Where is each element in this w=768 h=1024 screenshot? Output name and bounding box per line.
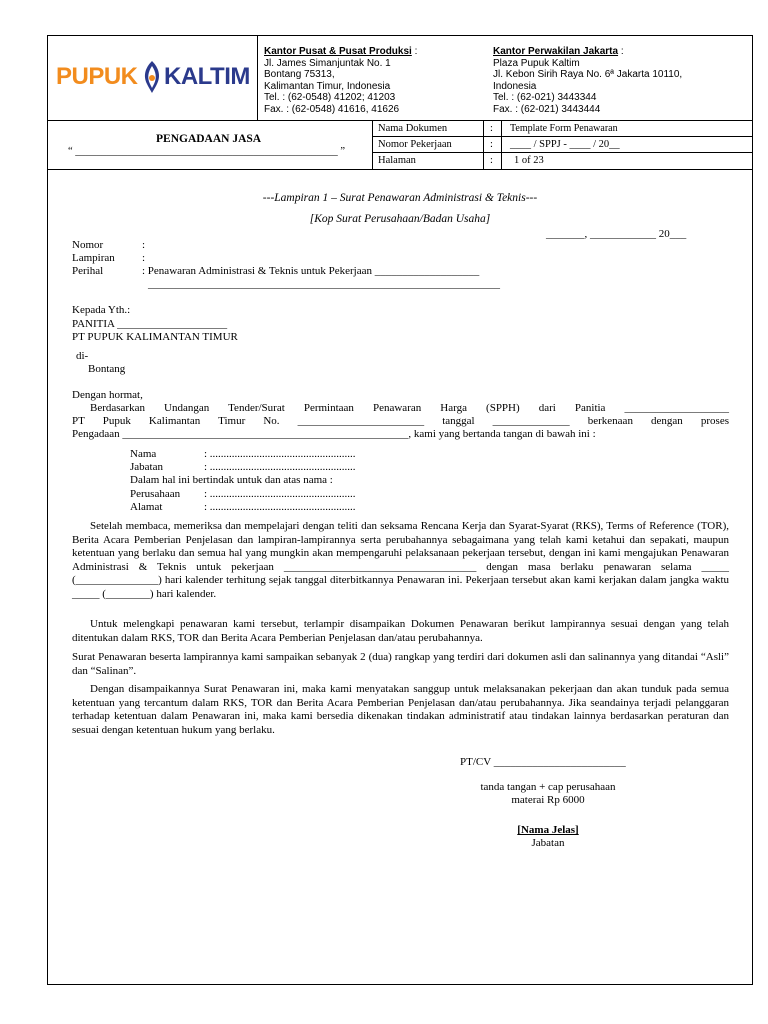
greeting: Dengan hormat, [72,389,143,401]
paragraph-2-text: Untuk melengkapi penawaran kami tersebut, terlampir disampaikan Dokumen Penawaran berikut lampirannya sesuai dengan yang telah ditentukan dalam RKS, TOR dan Berita Acara Pemberian Penjelasan dan/atau perubahannya. [72,618,729,644]
field-value-jabatan: : ..................................................... [204,461,356,473]
paragraph-3-text: Surat Penawaran beserta lampirannya kami sampaikan sebanyak 2 (dua) rangkap yang terdiri dari dokumen asli dan salinannya yang ditandai “Asli” dan “Salinan”. [72,651,729,677]
signature-name: [Nama Jelas] [517,824,579,836]
header-divider-logo [257,36,258,120]
office-main-line: Jl. James Simanjuntak No. 1 [264,57,391,69]
recipient-line: PANITIA ____________________ [72,318,228,330]
letterhead-note: [Kop Surat Perusahaan/Badan Usaha] [309,213,491,225]
header-divider-horizontal [48,120,752,121]
office-jakarta-title: Kantor Perwakilan Jakarta [493,46,619,57]
lampiran-label: Lampiran [72,252,115,264]
paragraph-1-text: Setelah membaca, memeriksa dan mempelajari dengan teliti dan seksama Rencana Kerja dan Syarat-Syarat (RKS), Terms of Reference (TOR), Berita Acara Pemberian Penjelasan dan lampiran-lampirannya serta perubahannya sebagaimana yang telah kami ketahui dan sepakati, maupun ketentuan yang berlaku dan semua hal yang mungkin akan mempengaruhi pelaksanaan pekerjaan tersebut, dengan ini kami mengajukan Penawaran Administrasi & Teknis untuk pekerjaan ___________________________________ dengan masa berlaku penawaran selama _____ (_______________) hari kalender terhitung sejak tanggal diterbitkannya Penawaran ini. Pekerjaan tersebut akan kami kerjakan dalam jangka waktu _____ (________) hari kalender. [72,520,729,600]
office-main-block [264,46,417,115]
intro-line [72,415,729,429]
company-logo [56,60,252,100]
paragraph-1 [72,520,729,601]
office-jakarta-line: Jl. Kebon Sirih Raya No. 6ª Jakarta 10110, [493,69,683,80]
procurement-title: PENGADAAN JASA [156,133,262,145]
intro-line: Pengadaan ____________________________________________________, kami yang bertanda tangan di bawah ini : [72,428,596,440]
paragraph-3 [72,651,729,678]
meta-label-page: Halaman [378,155,416,166]
meta-value-job-number: ____ / SPPJ - ____ / 20__ [510,139,620,150]
office-jakarta-colon: : [620,46,624,57]
nomor-colon: : [142,239,146,251]
recipient-line: Kepada Yth.: [72,304,131,316]
field-value-alamat: : ..................................................... [204,501,356,513]
paragraph-4 [72,683,729,737]
office-main-line: Fax. : (62-0548) 41616, 41626 [264,103,400,115]
meta-row-divider-2 [372,152,752,153]
date-line: _______, ____________ 20___ [546,228,687,240]
meta-divider-sep [501,120,502,169]
office-main-line: Kalimantan Timur, Indonesia [264,80,391,92]
field-label-perusahaan: Perusahaan [130,488,181,500]
meta-row-divider-1 [372,136,752,137]
field-value-perusahaan: : ..................................................... [204,488,356,500]
office-main-line: Tel. : (62-0548) 41202; 41203 [264,92,396,103]
recipient-line: di- [76,350,89,362]
intro-line-2: PT Pupuk Kalimantan Timur No. _______________________ tanggal ______________ berkenaan dengan proses [72,415,729,427]
logo-text-kaltim: KALTIM [164,63,250,90]
office-main-colon: : [414,46,418,57]
perihal-value: : Penawaran Administrasi & Teknis untuk Pekerjaan ___________________ [142,265,480,277]
lampiran-colon: : [142,252,146,264]
meta-divider-label [483,120,484,169]
meta-value-page: 1 of 23 [514,155,544,166]
office-jakarta-line: Tel. : (62-021) 3443344 [493,92,597,103]
pupuk-kaltim-emblem-icon [141,60,163,94]
logo-text-pupuk: PUPUK [56,63,138,90]
field-value-nama: : ..................................................... [204,448,356,460]
recipient-line: PT PUPUK KALIMANTAN TIMUR [72,331,238,343]
field-label-nama: Nama [130,448,157,460]
perihal-label: Perihal [72,265,104,277]
signature-sign-note: tanda tangan + cap perusahaan [480,781,616,793]
office-jakarta-block [493,46,682,115]
office-main-line: Bontang 75313, [264,69,335,80]
field-label-on-behalf: Dalam hal ini bertindak untuk dan atas nama : [130,474,333,486]
meta-sep: : [490,155,493,166]
field-label-jabatan: Jabatan [130,461,163,473]
paragraph-2 [72,618,729,645]
meta-label-job-number: Nomor Pekerjaan [378,139,452,150]
header-bottom-border [48,169,752,170]
intro-line-1: Berdasarkan Undangan Tender/Surat Permintaan Penawaran Harga (SPPH) dari Panitia ___________________ [90,402,729,414]
intro-line [72,402,729,416]
signature-position: Jabatan [531,837,565,849]
office-jakarta-line: Plaza Pupuk Kaltim [493,57,580,69]
nomor-label: Nomor [72,239,104,251]
document-page [47,35,753,985]
paragraph-4-text: Dengan disampaikannya Surat Penawaran ini, maka kami menyatakan sanggup untuk melaksanakan pekerjaan dan akan tunduk pada semua ketentuan yang tercantum dalam RKS, TOR dan Berita Acara Pemberian Penjelasan dan/atau perubahannya. Jika seandainya terjadi pelanggaran terhadap ketentuan dalam Penawaran ini, maka kami bersedia dikenakan tindakan administratif atau tindakan lainnya berdasarkan peraturan dan sesuai dengan ketentuan hukum yang berlaku. [72,683,729,736]
recipient-line: Bontang [88,363,126,375]
meta-value-document: Template Form Penawaran [510,123,618,134]
office-main-title: Kantor Pusat & Pusat Produksi [264,46,412,57]
office-jakarta-line: Indonesia [493,80,537,92]
procurement-quote-line: “ __________________________________________________ ” [68,146,346,157]
meta-sep: : [490,139,493,150]
signature-stamp-note: materai Rp 6000 [511,794,585,806]
attachment-title: ---Lampiran 1 – Surat Penawaran Administrasi & Teknis--- [262,192,538,204]
perihal-continuation: ________________________________________________________________ [148,278,500,290]
office-jakarta-line: Fax. : (62-021) 3443444 [493,103,601,115]
field-label-alamat: Alamat [130,501,163,513]
meta-sep: : [490,123,493,134]
signature-company-line: PT/CV ________________________ [460,756,626,768]
meta-label-document: Nama Dokumen [378,123,448,134]
header-divider-procurement [372,120,373,169]
